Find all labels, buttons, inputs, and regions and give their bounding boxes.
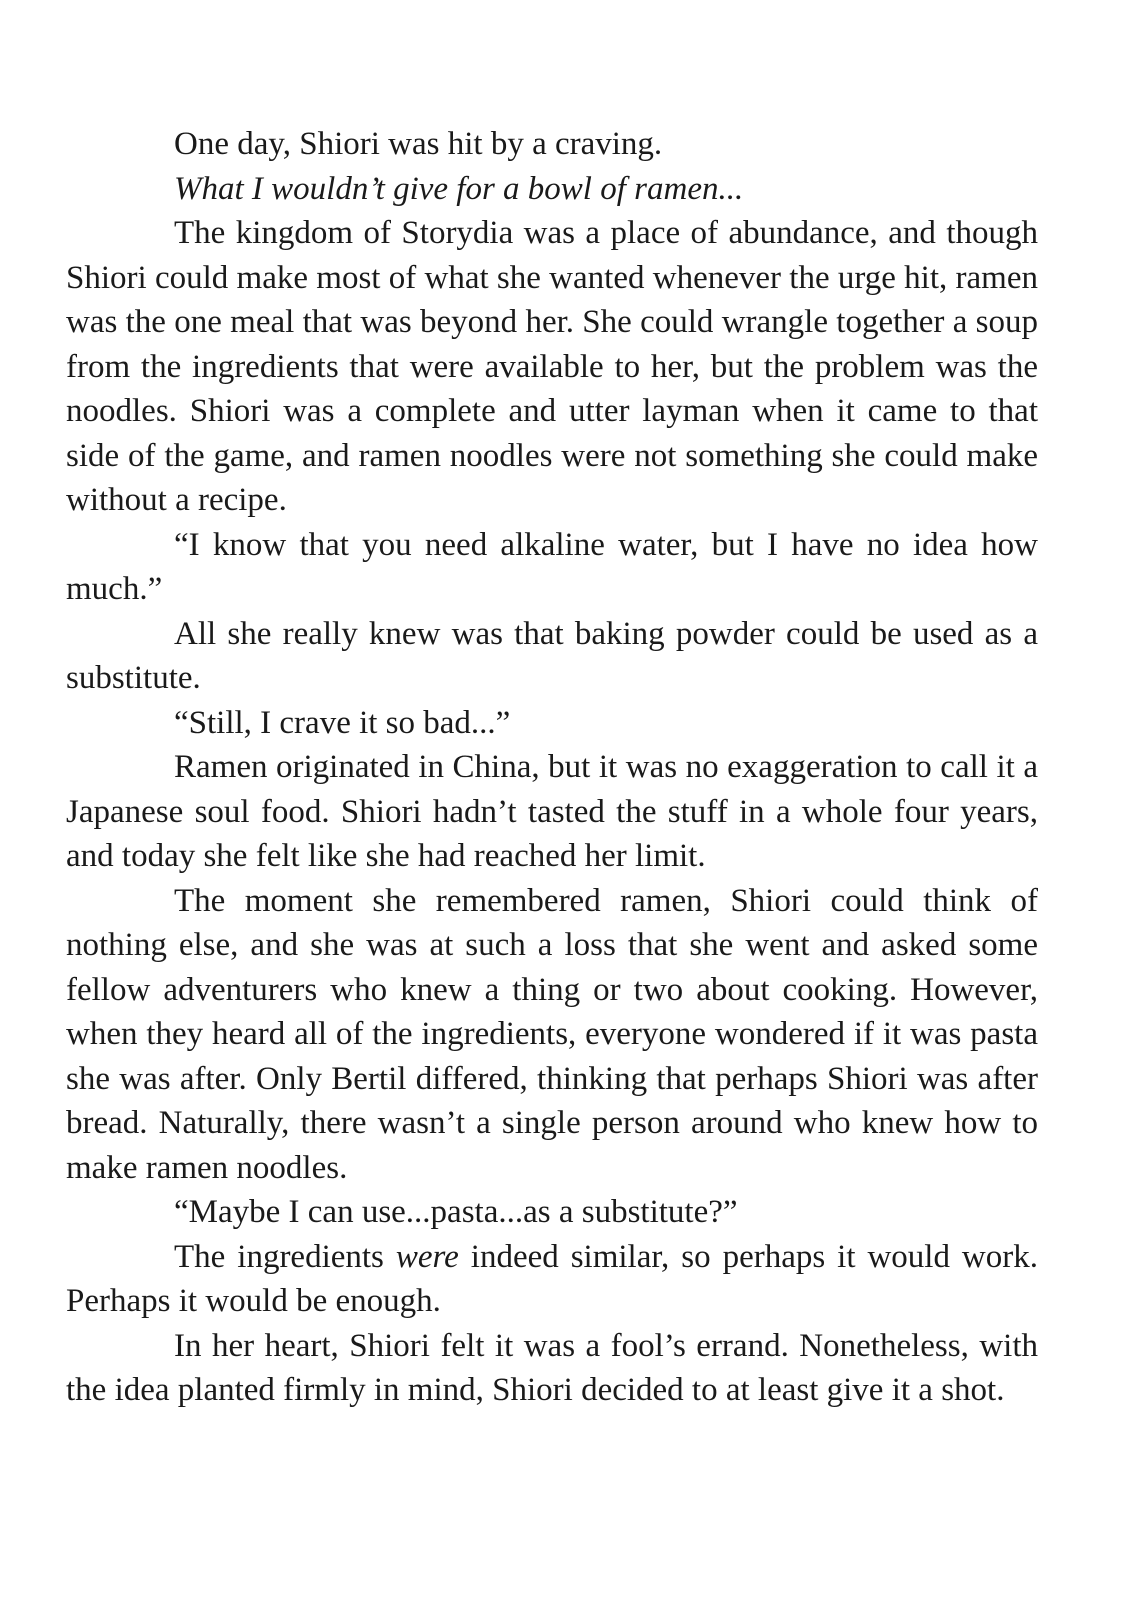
paragraph-dialogue: “Still, I crave it so bad...” xyxy=(174,704,511,741)
paragraph-dialogue: “I know that you need alkaline water, but I have no idea how much.” xyxy=(66,526,1038,607)
text-run: The ingredients xyxy=(174,1238,396,1275)
text-run-italic: were xyxy=(395,1238,459,1275)
paragraph: Ramen originated in China, but it was no exaggeration to call it a Japanese soul food. Shiori hadn’t tasted the stuff in a whole four years, and today she felt like she had reached her limit. xyxy=(66,749,1038,874)
paragraph: One day, Shiori was hit by a craving. xyxy=(174,126,663,162)
page-body xyxy=(66,122,1038,1413)
paragraph-dialogue: “Maybe I can use...pasta...as a substitute?” xyxy=(174,1194,738,1230)
paragraph: The kingdom of Storydia was a place of abundance, and though Shiori could make most of what she wanted whenever the urge hit, ramen was the one meal that was beyond her. She could wrangle together a soup from the ingredients that were available to her, but the problem was the noodles. Shiori was a complete and utter layman when it came to that side of the game, and ramen noodles were not something she could make without a recipe. xyxy=(66,215,1038,518)
paragraph: The moment she remembered ramen, Shiori could think of nothing else, and she was at such a loss that she went and asked some fellow adventurers who knew a thing or two about cooking. However, when they heard all of the ingredients, everyone wondered if it was pasta she was after. Only Bertil differed, thinking that perhaps Shiori was after bread. Naturally, there wasn’t a single person around who knew how to make ramen noodles. xyxy=(66,882,1038,1186)
paragraph: In her heart, Shiori felt it was a fool’s errand. Nonetheless, with the idea planted firmly in mind, Shiori decided to at least give it a shot. xyxy=(66,1327,1038,1408)
paragraph xyxy=(66,1235,1038,1324)
text-run: indeed similar, so perhaps it would work. Perhaps it would be enough. xyxy=(66,1238,1039,1319)
paragraph: All she really knew was that baking powder could be used as a substitute. xyxy=(66,615,1038,696)
paragraph-italic-thought: What I wouldn’t give for a bowl of ramen... xyxy=(174,170,744,207)
